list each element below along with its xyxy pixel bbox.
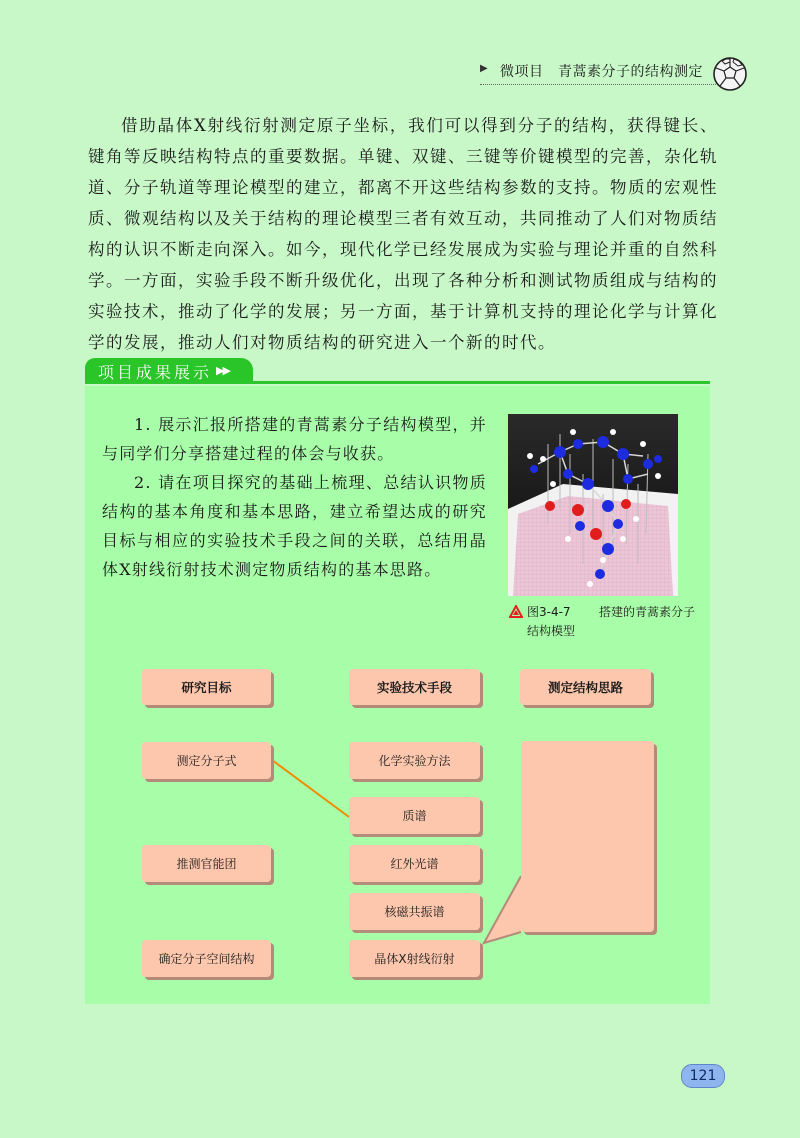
approach-answer-box xyxy=(521,741,654,932)
figure-caption-line-1: 搭建的青蒿素分子 xyxy=(599,605,696,619)
section-title: 项目成果展示 xyxy=(98,363,213,382)
running-header xyxy=(480,60,730,85)
technique-infrared: 红外光谱 xyxy=(349,845,480,882)
column-header-approach: 测定结构思路 xyxy=(520,669,651,705)
header-arrow-icon: ▶ xyxy=(480,63,488,74)
column-header-research-goal: 研究目标 xyxy=(142,669,271,705)
figure-number: 图3-4-7 xyxy=(527,605,571,619)
running-header-title: 微项目 青蒿素分子的结构测定 xyxy=(500,64,703,80)
column-header-technique: 实验技术手段 xyxy=(349,669,480,705)
goal-spatial-structure: 确定分子空间结构 xyxy=(142,940,271,977)
figure-caption-line-2: 结构模型 xyxy=(527,624,576,638)
task-item-1: 1. 展示汇报所搭建的青蒿素分子结构模型，并与同学们分享搭建过程的体会与收获。 xyxy=(102,415,487,463)
technique-nmr: 核磁共振谱 xyxy=(349,893,480,930)
task-list xyxy=(102,410,487,584)
technique-chemical-methods: 化学实验方法 xyxy=(349,742,480,779)
technique-xray-diffraction: 晶体X射线衍射 xyxy=(349,940,480,977)
page-number: 121 xyxy=(681,1064,725,1088)
intro-paragraph: 借助晶体X射线衍射测定原子坐标，我们可以得到分子的结构，获得键长、键角等反映结构特点的重要数据。单键、双键、三键等价键模型的完善，杂化轨道、分子轨道等理论模型的建立，都离不开这些结构参数的支持。物质的宏观性质、微观结构以及关于结构的理论模型三者有效互动，共同推动了人们对物质结构的认识不断走向深入。如今，现代化学已经发展成为实验与理论并重的自然科学。一方面，实验手段不断升级优化，出现了各种分析和测试物质组成与结构的实验技术，推动了化学的发展；另一方面，基于计算机支持的理论化学与计算化学的发展，推动人们对物质结构的研究进入一个新的时代。 xyxy=(88,116,718,352)
soccer-ball-icon xyxy=(712,56,748,92)
technique-mass-spectrometry: 质谱 xyxy=(349,797,480,834)
molecular-model-photo xyxy=(508,414,678,596)
goal-molecular-formula: 测定分子式 xyxy=(142,742,271,779)
task-item-2: 2. 请在项目探究的基础上梳理、总结认识物质结构的基本角度和基本思路，建立希望达成的研究目标与相应的实验技术手段之间的关联，总结用晶体X射线衍射技术测定物质结构的基本思路。 xyxy=(102,473,487,579)
figure-triangle-icon xyxy=(509,605,523,618)
section-arrows-icon: ▶▶ xyxy=(216,364,229,377)
goal-functional-groups: 推测官能团 xyxy=(142,845,271,882)
